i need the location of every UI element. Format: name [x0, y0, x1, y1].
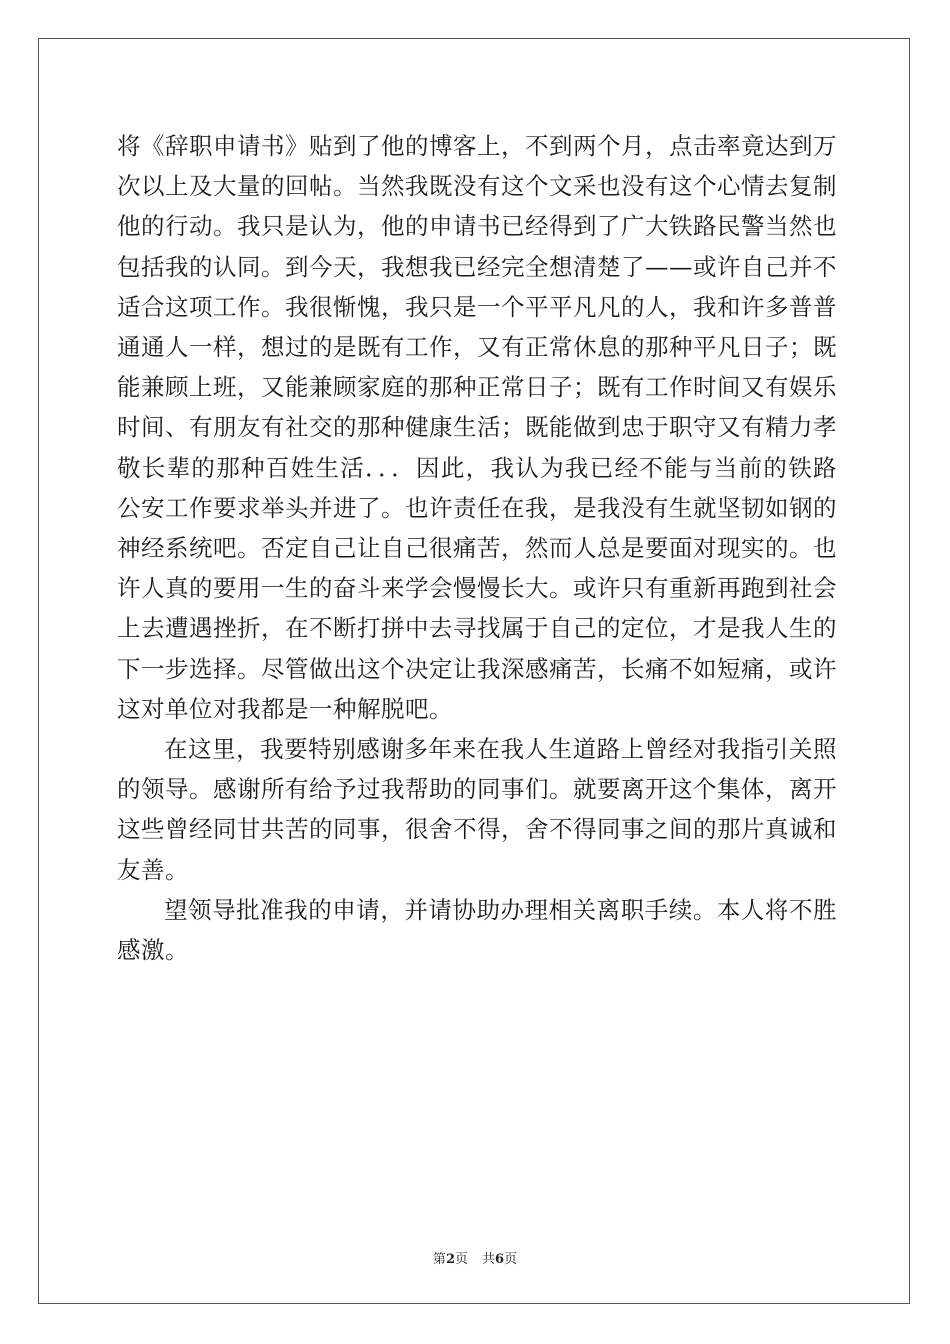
total-prefix: 共: [482, 1252, 496, 1267]
page-total-number: 6: [495, 1252, 505, 1267]
paragraph-request: 望领导批准我的申请，并请协助办理相关离职手续。本人将不胜感激。: [117, 895, 837, 965]
page-suffix: 页: [454, 1252, 468, 1267]
paragraph-thanks: 在这里，我要特别感谢多年来在我人生道路上曾经对我指引关照的领导。感谢所有给予过我帮助的同事们。就要离开这个集体，离开这些曾经同甘共苦的同事，很舍不得，舍不得同事之间的那片真诚和友善。: [117, 735, 837, 884]
total-suffix: 页: [504, 1252, 518, 1267]
document-body: [117, 126, 837, 970]
page-footer: [0, 1248, 950, 1267]
page-prefix: 第: [432, 1252, 446, 1267]
paragraph-continued: 将《辞职申请书》贴到了他的博客上，不到两个月，点击率竟达到万次以上及大量的回帖。当然我既没有这个文采也没有这个心情去复制他的行动。我只是认为，他的申请书已经得到了广大铁路民警当然也包括我的认同。到今天，我想我已经完全想清楚了——或许自己并不适合这项工作。我很惭愧，我只是一个平平凡凡的人，我和许多普普通通人一样，想过的是既有工作，又有正常休息的那种平凡日子；既能兼顾上班，又能兼顾家庭的那种正常日子；既有工作时间又有娱乐时间、有朋友有社交的那种健康生活；既能做到忠于职守又有精力孝敬长辈的那种百姓生活．．．因此，我认为我已经不能与当前的铁路公安工作要求举头并进了。也许责任在我，是我没有生就坚韧如钢的神经系统吧。否定自己让自己很痛苦，然而人总是要面对现实的。也许人真的要用一生的奋斗来学会慢慢长大。或许只有重新再跑到社会上去遭遇挫折，在不断打拼中去寻找属于自己的定位，才是我人生的下一步选择。尽管做出这个决定让我深感痛苦，长痛不如短痛，或许这对单位对我都是一种解脱吧。: [117, 132, 837, 723]
page-current-number: 2: [445, 1252, 455, 1267]
